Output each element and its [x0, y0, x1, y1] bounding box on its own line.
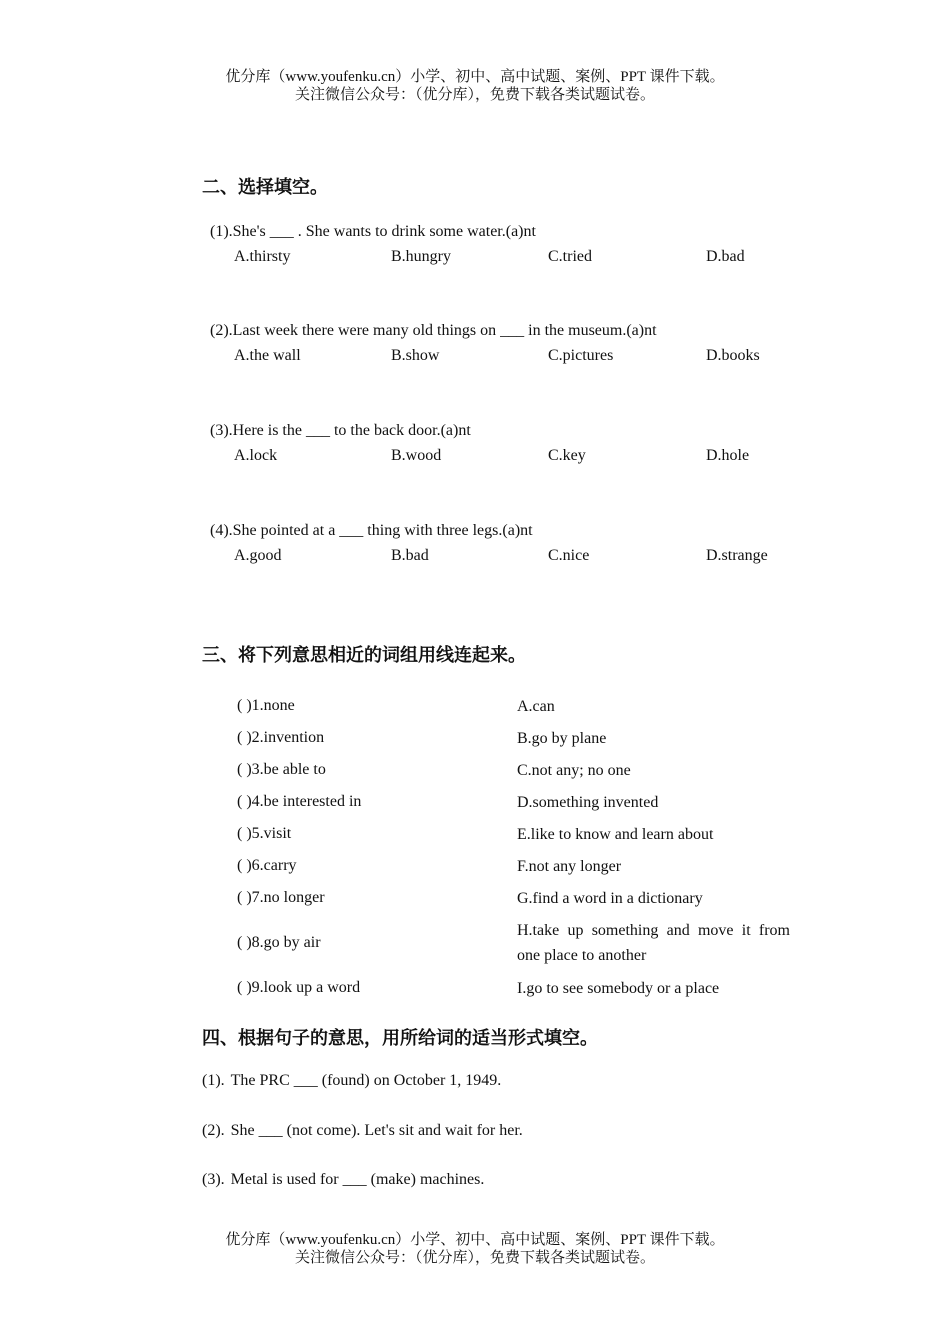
match-term: ( )4.be interested in	[237, 793, 362, 810]
match-meaning: H.take up something and move it from one place to another	[517, 922, 790, 964]
option-a: A.thirsty	[234, 248, 291, 265]
question-3	[210, 418, 830, 468]
match-row	[237, 722, 797, 754]
fill-text: The PRC ___ (found) on October 1, 1949.	[230, 1072, 502, 1089]
match-row	[237, 850, 797, 882]
fill-item-1	[202, 1072, 501, 1090]
match-meaning: B.go by plane	[517, 729, 607, 747]
match-term: ( )9.look up a word	[237, 979, 361, 996]
page-header	[0, 68, 950, 104]
matching-table	[237, 690, 797, 1004]
option-c: C.key	[548, 447, 586, 464]
match-row	[237, 754, 797, 786]
match-term: ( )3.be able to	[237, 761, 326, 778]
option-a: A.the wall	[234, 347, 301, 364]
match-term: ( )5.visit	[237, 825, 292, 842]
option-c: C.nice	[548, 547, 590, 564]
question-stem: (2).Last week there were many old things on ___ in the museum.(a)nt	[210, 322, 657, 339]
match-meaning: A.can	[517, 697, 555, 715]
match-row	[237, 786, 797, 818]
option-c: C.tried	[548, 248, 592, 265]
section-3-title: 三、将下列意思相近的词组用线连起来。	[202, 645, 526, 666]
match-row	[237, 690, 797, 722]
question-4	[210, 518, 830, 568]
option-d: D.bad	[706, 248, 745, 265]
fill-text: Metal is used for ___ (make) machines.	[230, 1171, 485, 1188]
match-term: ( )1.none	[237, 697, 295, 714]
match-term: ( )6.carry	[237, 857, 297, 874]
option-row	[210, 443, 830, 468]
question-1	[210, 219, 830, 269]
option-b: B.bad	[391, 547, 429, 564]
match-meaning: C.not any; no one	[517, 761, 631, 779]
match-row	[237, 882, 797, 914]
option-d: D.strange	[706, 547, 768, 564]
question-stem: (1).She's ___ . She wants to drink some water.(a)nt	[210, 223, 536, 240]
header-line-1: 优分库（www.youfenku.cn）小学、初中、高中试题、案例、PPT 课件下载。	[225, 69, 725, 85]
option-b: B.wood	[391, 447, 442, 464]
match-row	[237, 914, 797, 972]
match-meaning: I.go to see somebody or a place	[517, 979, 720, 997]
fill-item-3	[202, 1171, 484, 1189]
fill-number: (2).	[202, 1122, 225, 1139]
option-d: D.hole	[706, 447, 750, 464]
match-row	[237, 972, 797, 1004]
match-meaning: E.like to know and learn about	[517, 825, 714, 843]
page-footer	[0, 1231, 950, 1267]
option-a: A.lock	[234, 447, 278, 464]
match-term: ( )2.invention	[237, 729, 325, 746]
fill-item-2	[202, 1122, 523, 1140]
fill-number: (3).	[202, 1171, 225, 1188]
fill-text: She ___ (not come). Let's sit and wait for her.	[230, 1122, 523, 1139]
option-c: C.pictures	[548, 347, 614, 364]
question-2	[210, 318, 830, 368]
option-row	[210, 543, 830, 568]
match-term: ( )7.no longer	[237, 889, 325, 906]
section-4-title: 四、根据句子的意思，用所给词的适当形式填空。	[202, 1028, 598, 1049]
header-line-2: 关注微信公众号：（优分库），免费下载各类试题试卷。	[294, 87, 655, 103]
footer-line-2: 关注微信公众号：（优分库），免费下载各类试题试卷。	[294, 1250, 655, 1266]
option-b: B.hungry	[391, 248, 451, 265]
option-b: B.show	[391, 347, 440, 364]
match-meaning: G.find a word in a dictionary	[517, 889, 703, 907]
question-stem: (4).She pointed at a ___ thing with three legs.(a)nt	[210, 522, 533, 539]
section-2-title: 二、选择填空。	[202, 177, 328, 198]
footer-line-1: 优分库（www.youfenku.cn）小学、初中、高中试题、案例、PPT 课件下载。	[225, 1232, 725, 1248]
option-d: D.books	[706, 347, 760, 364]
match-row	[237, 818, 797, 850]
option-a: A.good	[234, 547, 282, 564]
option-row	[210, 343, 830, 368]
fill-number: (1).	[202, 1072, 225, 1089]
match-meaning: F.not any longer	[517, 857, 622, 875]
question-stem: (3).Here is the ___ to the back door.(a)nt	[210, 422, 471, 439]
match-term: ( )8.go by air	[237, 934, 321, 951]
option-row	[210, 244, 830, 269]
match-meaning: D.something invented	[517, 793, 659, 811]
